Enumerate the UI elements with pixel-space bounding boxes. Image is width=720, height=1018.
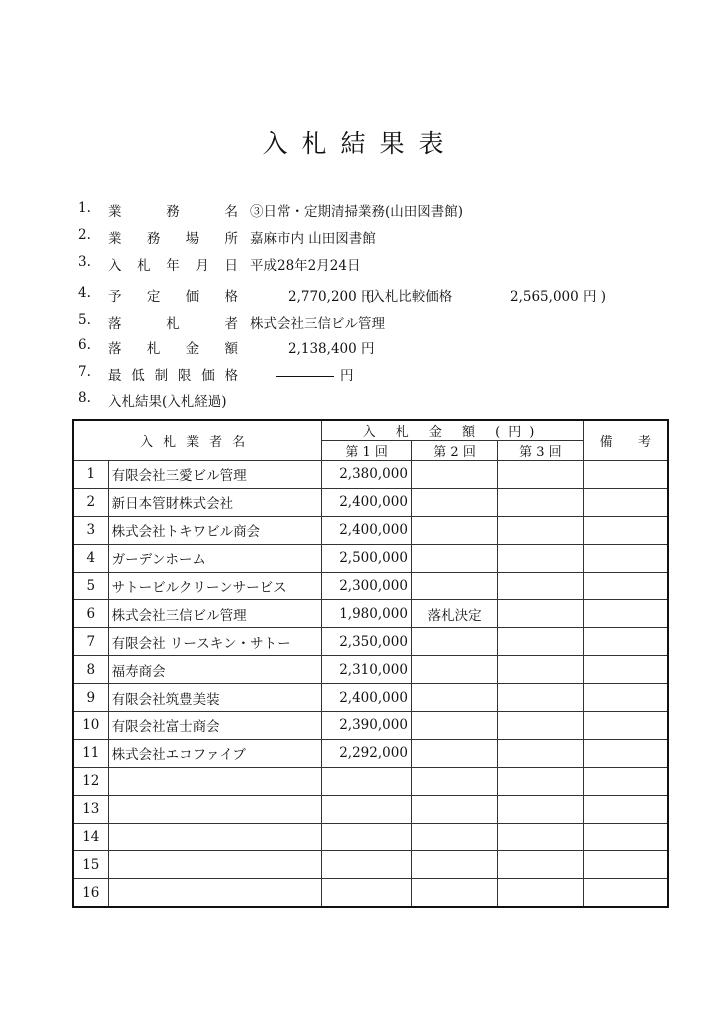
label-char: 日 xyxy=(224,258,238,274)
note-cell xyxy=(583,656,668,684)
note-char: 備 xyxy=(599,435,613,450)
round-3-amount xyxy=(498,600,583,628)
row-number: 16 xyxy=(73,879,108,907)
label-char: 格 xyxy=(224,368,238,384)
label-char: 入 xyxy=(108,258,122,274)
row-number: 8 xyxy=(73,656,108,684)
round-2-amount xyxy=(411,656,497,684)
round-1-amount: 2,300,000 xyxy=(322,572,412,600)
table-row xyxy=(73,600,668,628)
round-1-amount xyxy=(322,823,412,851)
header-bid-amount: 入 札 金 額 (円) xyxy=(322,420,583,441)
header-round-2: 第 2 回 xyxy=(411,441,497,461)
table-row xyxy=(73,795,668,823)
row-number: 2 xyxy=(73,488,108,516)
round-2-amount xyxy=(411,516,497,544)
bidder-name: 有限会社三愛ビル管理 xyxy=(108,461,322,489)
info-number: 6. xyxy=(78,337,91,353)
round-1-amount: 2,400,000 xyxy=(322,516,412,544)
yen-unit: 円 xyxy=(340,368,354,384)
row-number: 4 xyxy=(73,544,108,572)
row-number: 7 xyxy=(73,628,108,656)
label-char: 札 xyxy=(166,316,180,332)
label-char: 額 xyxy=(224,341,238,357)
info-number: 8. xyxy=(78,390,91,406)
label-char: 札 xyxy=(137,258,151,274)
header-round-3: 第 3 回 xyxy=(498,441,583,461)
planned-price-amount: 2,770,200 円 xyxy=(288,289,375,305)
info-value: 株式会社三信ビル管理 xyxy=(250,316,385,332)
round-2-amount xyxy=(411,461,497,489)
label-char: 務 xyxy=(146,231,161,247)
info-number: 1. xyxy=(78,200,91,216)
note-cell xyxy=(583,600,668,628)
comparison-price-amount: 2,565,000 円 ) xyxy=(510,289,607,305)
info-number: 4. xyxy=(78,285,91,301)
bidder-name: 福寿商会 xyxy=(108,656,322,684)
header-bidder-name xyxy=(73,420,322,461)
table-row xyxy=(73,628,668,656)
table-row xyxy=(73,461,668,489)
info-number: 2. xyxy=(78,227,91,243)
bidder-name: 有限会社富士商会 xyxy=(108,712,322,740)
info-value: 平成28年2月24日 xyxy=(250,258,361,274)
bidder-name: 有限会社 リースキン・サトー xyxy=(108,628,322,656)
round-3-amount xyxy=(498,851,583,879)
note-cell xyxy=(583,628,668,656)
round-3-amount xyxy=(498,879,583,907)
note-cell xyxy=(583,544,668,572)
round-2-amount xyxy=(411,712,497,740)
label-char: 金 xyxy=(185,341,200,357)
note-cell xyxy=(583,712,668,740)
row-number: 12 xyxy=(73,767,108,795)
row-number: 6 xyxy=(73,600,108,628)
round-2-amount xyxy=(411,767,497,795)
round-1-amount: 1,980,000 xyxy=(322,600,412,628)
table-row xyxy=(73,516,668,544)
info-number: 5. xyxy=(78,312,91,328)
label-char: 低 xyxy=(131,368,145,384)
round-3-amount xyxy=(498,461,583,489)
round-3-amount xyxy=(498,572,583,600)
label-char: 制 xyxy=(154,368,169,384)
bid-results-table xyxy=(72,419,669,908)
round-1-amount xyxy=(322,851,412,879)
round-2-amount xyxy=(411,795,497,823)
round-3-amount xyxy=(498,656,583,684)
label-char: 札 xyxy=(146,341,161,357)
info-number: 7. xyxy=(78,364,91,380)
table-row xyxy=(73,488,668,516)
bidder-name xyxy=(108,851,322,879)
round-2-amount xyxy=(411,684,497,712)
bidder-name: 有限会社筑豊美装 xyxy=(108,684,322,712)
table-row xyxy=(73,712,668,740)
label-char: 務 xyxy=(166,204,180,220)
round-3-amount xyxy=(498,739,583,767)
bidder-name: 新日本管財株式会社 xyxy=(108,488,322,516)
round-1-amount: 2,380,000 xyxy=(322,461,412,489)
note-char: 考 xyxy=(637,435,651,450)
round-1-amount: 2,500,000 xyxy=(322,544,412,572)
table-row xyxy=(73,879,668,907)
row-number: 14 xyxy=(73,823,108,851)
round-1-amount: 2,292,000 xyxy=(322,739,412,767)
bidder-name: 株式会社エコファイブ xyxy=(108,739,322,767)
label-char: 格 xyxy=(224,289,238,305)
info-label xyxy=(108,200,238,220)
info-label: 入札結果(入札経過) xyxy=(108,394,227,410)
table-row xyxy=(73,544,668,572)
info-value: ③日常・定期清掃業務(山田図書館) xyxy=(250,204,464,220)
label-char: 予 xyxy=(108,289,122,305)
round-3-amount xyxy=(498,628,583,656)
note-cell xyxy=(583,823,668,851)
round-1-amount xyxy=(322,767,412,795)
comparison-price-label: (入札比較価格 xyxy=(366,289,453,305)
table-row xyxy=(73,739,668,767)
header-round-1: 第 1 回 xyxy=(322,441,412,461)
round-2-amount xyxy=(411,823,497,851)
table-row xyxy=(73,572,668,600)
round-2-amount xyxy=(411,879,497,907)
round-2-amount xyxy=(411,488,497,516)
round-1-amount xyxy=(322,795,412,823)
round-1-amount: 2,400,000 xyxy=(322,488,412,516)
note-cell xyxy=(583,461,668,489)
info-value: 2,138,400 円 xyxy=(288,341,375,357)
info-label xyxy=(108,337,238,357)
label-char: 落 xyxy=(108,316,122,332)
note-cell xyxy=(583,795,668,823)
round-3-amount xyxy=(498,795,583,823)
row-number: 15 xyxy=(73,851,108,879)
info-label xyxy=(108,285,238,305)
note-cell xyxy=(583,516,668,544)
round-3-amount xyxy=(498,823,583,851)
note-cell xyxy=(583,767,668,795)
round-1-amount: 2,310,000 xyxy=(322,656,412,684)
row-number: 10 xyxy=(73,712,108,740)
row-number: 3 xyxy=(73,516,108,544)
note-cell xyxy=(583,851,668,879)
label-char: 名 xyxy=(224,204,238,220)
bidder-name xyxy=(108,879,322,907)
round-3-amount xyxy=(498,544,583,572)
note-cell xyxy=(583,879,668,907)
round-3-amount xyxy=(498,684,583,712)
label-char: 価 xyxy=(185,289,200,305)
info-value: 嘉麻市内 山田図書館 xyxy=(250,231,376,247)
bidder-name: 株式会社三信ビル管理 xyxy=(108,600,322,628)
round-1-amount: 2,390,000 xyxy=(322,712,412,740)
round-2-amount xyxy=(411,851,497,879)
note-cell xyxy=(583,488,668,516)
note-cell xyxy=(583,572,668,600)
round-2-amount xyxy=(411,572,497,600)
header-note xyxy=(583,420,668,461)
info-label xyxy=(108,312,238,332)
label-char: 落 xyxy=(108,341,122,357)
round-3-amount xyxy=(498,516,583,544)
table-row xyxy=(73,851,668,879)
label-char: 月 xyxy=(195,258,209,274)
label-char: 限 xyxy=(177,368,192,384)
bidder-name: サトービルクリーンサービス xyxy=(108,572,322,600)
info-number: 3. xyxy=(78,254,91,270)
round-2-amount xyxy=(411,544,497,572)
label-char: 者 xyxy=(224,316,238,332)
round-1-amount: 2,350,000 xyxy=(322,628,412,656)
row-number: 13 xyxy=(73,795,108,823)
bidder-name: ガーデンホーム xyxy=(108,544,322,572)
header-bidder-name-text: 入札業者名 xyxy=(140,435,256,450)
label-char: 最 xyxy=(108,368,122,384)
row-number: 5 xyxy=(73,572,108,600)
row-number: 11 xyxy=(73,739,108,767)
info-label xyxy=(108,227,238,247)
blank-dash xyxy=(276,376,334,377)
info-label xyxy=(108,254,238,274)
round-3-amount xyxy=(498,767,583,795)
round-3-amount xyxy=(498,712,583,740)
round-1-amount xyxy=(322,879,412,907)
label-char: 場 xyxy=(185,231,200,247)
document-title: 入札結果表 xyxy=(262,129,458,158)
round-2-amount xyxy=(411,628,497,656)
bidder-name xyxy=(108,795,322,823)
table-row xyxy=(73,823,668,851)
table-row xyxy=(73,656,668,684)
note-cell xyxy=(583,739,668,767)
bidder-name xyxy=(108,767,322,795)
info-label xyxy=(108,364,238,384)
label-char: 価 xyxy=(201,368,215,384)
table-row xyxy=(73,684,668,712)
label-char: 所 xyxy=(224,231,238,247)
label-char: 業 xyxy=(108,204,122,220)
round-3-amount xyxy=(498,488,583,516)
table-row xyxy=(73,767,668,795)
round-1-amount: 2,400,000 xyxy=(322,684,412,712)
header-note-text xyxy=(584,431,667,450)
round-2-amount xyxy=(411,739,497,767)
label-char: 年 xyxy=(166,258,180,274)
label-char: 業 xyxy=(108,231,122,247)
bidder-name xyxy=(108,823,322,851)
note-cell xyxy=(583,684,668,712)
label-char: 定 xyxy=(146,289,161,305)
bidder-name: 株式会社トキワビル商会 xyxy=(108,516,322,544)
row-number: 9 xyxy=(73,684,108,712)
info-value xyxy=(276,364,354,384)
round-2-amount: 落札決定 xyxy=(411,600,497,628)
row-number: 1 xyxy=(73,461,108,489)
